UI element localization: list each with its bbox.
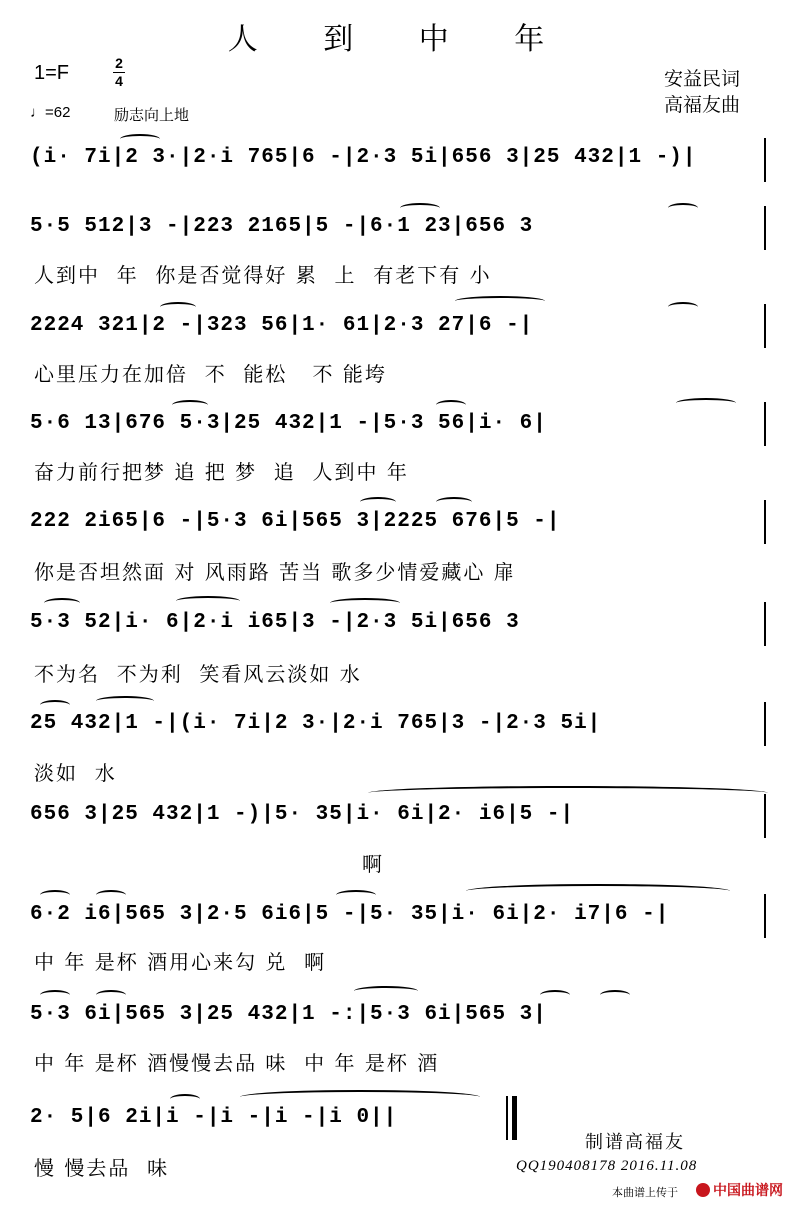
- site-logo-icon: [696, 1183, 710, 1197]
- slur-mark: [400, 203, 440, 213]
- slur-mark: [96, 890, 126, 900]
- slur-mark: [436, 497, 472, 507]
- slur-mark: [354, 986, 418, 996]
- slur-mark: [240, 1090, 480, 1104]
- barline: [764, 138, 766, 182]
- slur-mark: [360, 497, 396, 507]
- slur-mark: [668, 302, 698, 312]
- time-signature-bottom: 4: [115, 73, 123, 89]
- score-line-4-notes: 5·6 13|676 5·3|25 432|1 -|5·3 56|i· 6|: [30, 412, 547, 435]
- upload-note: 本曲谱上传于: [612, 1186, 678, 1199]
- slur-mark: [676, 398, 736, 408]
- score-line-9-notes: 6·2 i6|565 3|2·5 6i6|5 -|5· 35|i· 6i|2· i7|6 -|: [30, 903, 670, 926]
- time-signature: [113, 56, 125, 89]
- composer-credit: 高福友曲: [664, 94, 741, 116]
- slur-mark: [466, 884, 730, 898]
- slur-mark: [455, 296, 545, 306]
- slur-mark: [44, 598, 80, 608]
- slur-mark: [96, 990, 126, 1000]
- contact-and-date: QQ190408178 2016.11.08: [516, 1158, 698, 1174]
- barline: [764, 894, 766, 938]
- barline: [764, 794, 766, 838]
- score-line-3-notes: 2224 321|2 -|323 56|1· 61|2·3 27|6 -|: [30, 314, 534, 337]
- transcriber-credit: 制谱高福友: [585, 1132, 685, 1153]
- slur-mark: [170, 1094, 200, 1104]
- slur-mark: [40, 990, 70, 1000]
- score-line-3-lyrics: 心里压力在加倍 不 能松 不 能垮: [34, 362, 387, 386]
- final-barline-thin: [506, 1096, 508, 1140]
- slur-mark: [96, 696, 154, 706]
- score-line-7-notes: 25 432|1 -|(i· 7i|2 3·|2·i 765|3 -|2·3 5i|: [30, 712, 602, 735]
- score-line-6-notes: 5·3 52|i· 6|2·i i65|3 -|2·3 5i|656 3: [30, 611, 520, 634]
- barline: [764, 602, 766, 646]
- slur-mark: [336, 890, 376, 900]
- slur-mark: [668, 203, 698, 213]
- expression-marking: 励志向上地: [114, 106, 190, 124]
- score-line-2-notes: 5·5 512|3 -|223 2165|5 -|6·1 23|656 3: [30, 215, 534, 238]
- slur-mark: [172, 400, 208, 410]
- slur-mark: [176, 596, 240, 606]
- score-line-4-lyrics: 奋力前行把梦 追 把 梦 追 人到中 年: [34, 460, 409, 484]
- score-line-9-lyrics: 中 年 是杯 酒用心来勾 兑 啊: [34, 950, 327, 974]
- score-line-10-lyrics: 中 年 是杯 酒慢慢去品 味 中 年 是杯 酒: [34, 1051, 440, 1075]
- site-logo: [696, 1180, 783, 1200]
- slur-mark: [120, 134, 160, 144]
- slur-mark: [540, 990, 570, 1000]
- score-line-1-notes: (i· 7i|2 3·|2·i 765|6 -|2·3 5i|656 3|25 432|1 -)|: [30, 146, 697, 169]
- slur-mark: [436, 400, 466, 410]
- lyricist-credit: 安益民词: [664, 68, 741, 90]
- score-line-8-notes: 656 3|25 432|1 -)|5· 35|i· 6i|2· i6|5 -|: [30, 803, 575, 826]
- tempo-marking: ♩=62: [30, 104, 71, 121]
- slur-mark: [160, 302, 196, 312]
- score-line-6-lyrics: 不为名 不为利 笑看风云淡如 水: [34, 662, 362, 686]
- score-line-11-lyrics: 慢 慢去品 味: [34, 1156, 170, 1180]
- score-line-11-notes: 2· 5|6 2i|i -|i -|i -|i 0||: [30, 1106, 398, 1129]
- slur-mark: [330, 598, 400, 608]
- slur-mark: [40, 700, 70, 710]
- slur-mark: [40, 890, 70, 900]
- barline: [764, 206, 766, 250]
- score-line-5-lyrics: 你是否坦然面 对 风雨路 苦当 歌多少情爱藏心 扉: [34, 560, 516, 584]
- slur-mark: [368, 786, 768, 800]
- key-signature: 1=F: [34, 62, 70, 84]
- barline: [764, 304, 766, 348]
- barline: [764, 500, 766, 544]
- final-barline-thick: [512, 1096, 517, 1140]
- page-title: 人 到 中 年: [227, 22, 573, 57]
- score-line-10-notes: 5·3 6i|565 3|25 432|1 -:|5·3 6i|565 3|: [30, 1003, 547, 1026]
- score-line-7-lyrics: 淡如 水: [34, 761, 117, 785]
- site-logo-text: 中国曲谱网: [713, 1182, 783, 1198]
- score-line-5-notes: 222 2i65|6 -|5·3 6i|565 3|2225 676|5 -|: [30, 510, 561, 533]
- slur-mark: [600, 990, 630, 1000]
- barline: [764, 702, 766, 746]
- score-line-2-lyrics: 人到中 年 你是否觉得好 累 上 有老下有 小: [34, 263, 492, 287]
- barline: [764, 402, 766, 446]
- score-line-8-lyrics: 啊: [362, 852, 384, 876]
- time-signature-top: 2: [115, 55, 123, 71]
